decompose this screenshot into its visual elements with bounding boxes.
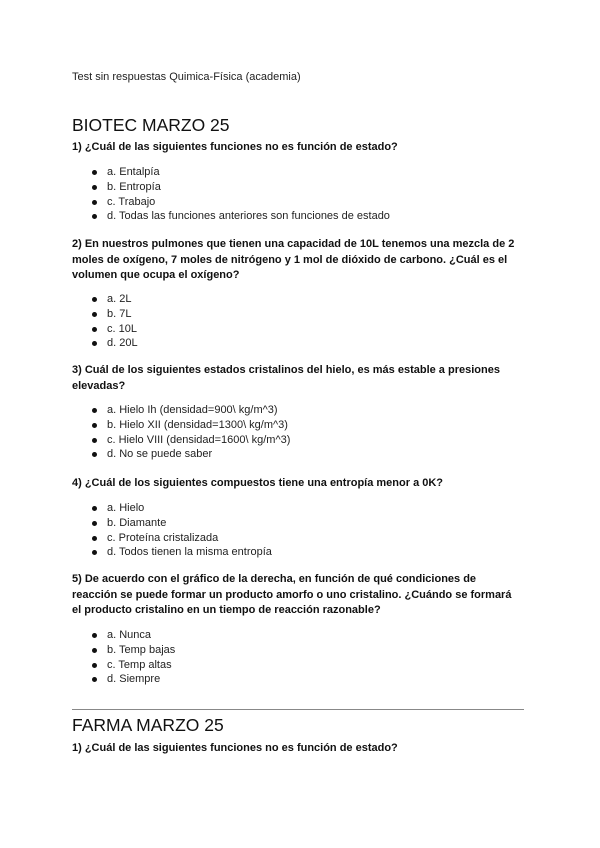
option-item: d. Siempre — [72, 672, 175, 687]
option-item: d. Todos tienen la misma entropía — [72, 545, 272, 560]
option-item: a. Hielo — [72, 501, 272, 516]
section-divider — [72, 709, 524, 710]
option-item: a. Nunca — [72, 628, 175, 643]
question-text: 5) De acuerdo con el gráfico de la derecha, en función de qué condiciones de reacción se puede formar un producto amorfo o uno cristalino. ¿Cuándo se formará el producto cristalino en un tiempo de reacción razonable? — [72, 573, 512, 616]
option-item: b. Diamante — [72, 516, 272, 531]
options-list — [72, 165, 390, 224]
question-text: 2) En nuestros pulmones que tienen una capacidad de 10L tenemos una mezcla de 2 moles de oxígeno, 7 moles de nitrógeno y 1 mol de dióxido de carbono. ¿Cuál es el volumen que ocupa el oxígeno? — [72, 238, 515, 281]
option-item: d. Todas las funciones anteriores son funciones de estado — [72, 209, 390, 224]
option-item: a. Hielo Ih (densidad=900\ kg/m^3) — [72, 403, 290, 418]
option-item: b. Temp bajas — [72, 643, 175, 658]
option-item: c. Trabajo — [72, 195, 390, 210]
options-list — [72, 403, 290, 462]
option-item: d. No se puede saber — [72, 447, 290, 462]
question-text: 1) ¿Cuál de las siguientes funciones no es función de estado? — [72, 141, 398, 153]
option-item: b. Entropía — [72, 180, 390, 195]
option-item: b. Hielo XII (densidad=1300\ kg/m^3) — [72, 418, 290, 433]
question-text: 1) ¿Cuál de las siguientes funciones no es función de estado? — [72, 742, 398, 754]
option-item: c. Proteína cristalizada — [72, 531, 272, 546]
options-list — [72, 501, 272, 560]
section-title-farma: FARMA MARZO 25 — [72, 715, 224, 735]
option-item: d. 20L — [72, 336, 138, 351]
question-text: 3) Cuál de los siguientes estados cristalinos del hielo, es más estable a presiones elevadas? — [72, 364, 500, 392]
option-item: c. 10L — [72, 322, 138, 337]
question-text: 4) ¿Cuál de los siguientes compuestos tiene una entropía menor a 0K? — [72, 477, 444, 489]
option-item: a. Entalpía — [72, 165, 390, 180]
option-item: a. 2L — [72, 292, 138, 307]
option-item: c. Temp altas — [72, 658, 175, 673]
options-list — [72, 292, 138, 351]
options-list — [72, 628, 175, 687]
section-title-biotec: BIOTEC MARZO 25 — [72, 115, 230, 135]
option-item: b. 7L — [72, 307, 138, 322]
document-header: Test sin respuestas Quimica-Física (academia) — [72, 71, 301, 83]
option-item: c. Hielo VIII (densidad=1600\ kg/m^3) — [72, 433, 290, 448]
